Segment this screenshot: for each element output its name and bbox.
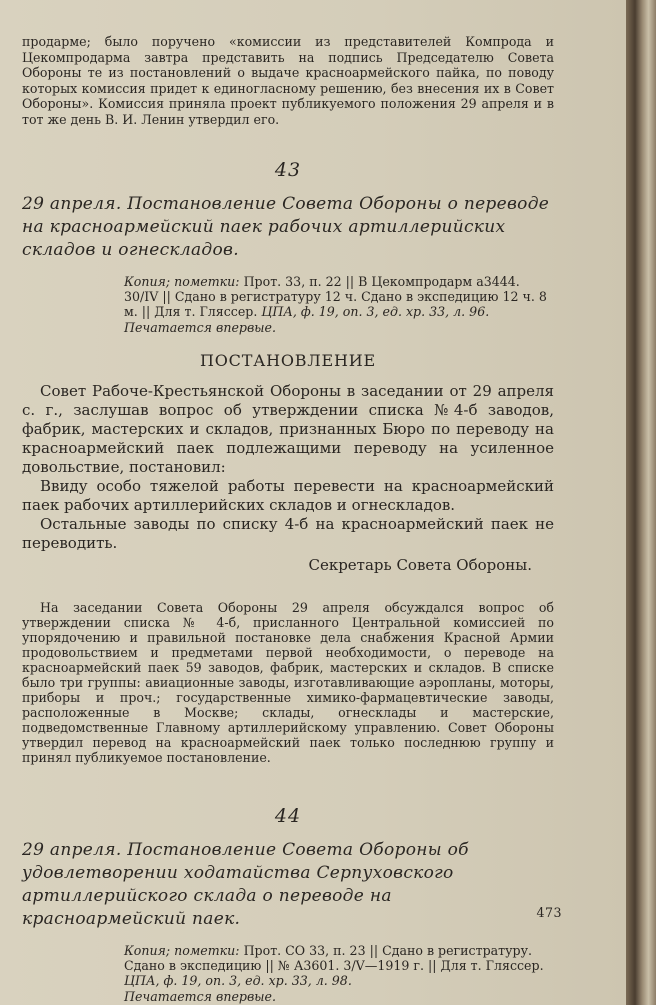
editorial-note-43 — [22, 600, 554, 765]
published-note-44: Печатается впервые. — [124, 989, 277, 1004]
document-heading-44: 29 апреля. Постановление Совета Обороны об удовлетворении ходатайства Серпуховского артиллерийского склада о переводе на красноармейский паек. — [22, 840, 469, 929]
resolution-body — [22, 382, 554, 553]
source-archive: ЦПА, ф. 19, оп. 3, ед. хр. 33, л. 98. — [124, 973, 352, 988]
note-paragraph: На заседании Совета Обороны 29 апреля обсуждался вопрос об утверждении списка № 4-б, присланного Центральной комиссией по упорядочению и правильной постановке дела снабжения Красной Армии продовольствием и предметами первой необходимости, о переводе на красноармейский паек 59 заводов, фабрик, мастерских и складов. В списке было три группы: авиационные заводы, изготавливающие аэропланы, моторы, приборы и проч.; государственные химико-фармацевтические заводы, расположенные в Москве; склады, огнесклады и мастерские, подведомственные Главному артиллерийскому управлению. Совет Обороны утвердил перевод на красноармейский паек только последнюю группу и принял публикуемое постановление. — [22, 600, 554, 765]
source-text: Прот. 33, п. 22 || В Цекомпродарм а3444. 30/IV || Сдано в регистратуру 12 ч. Сдано в экспедицию 12 ч. 8 м. || Для т. Гляссер. — [124, 274, 547, 319]
book-spine — [626, 0, 656, 1005]
resolution-paragraph: Совет Рабоче-Крестьянской Обороны в заседании от 29 апреля с. г., заслушав вопрос об утверждении списка №4-б заводов, фабрик, мастерских и складов, признанных Бюро по переводу на красноармейский паек подлежащими переводу на усиленное довольствие, постановил: — [22, 382, 554, 476]
document-number-43: 43 — [274, 159, 302, 181]
resolution-paragraph: Ввиду особо тяжелой работы перевести на красноармейский паек рабочих артиллерийских складов и огнескладов. — [22, 477, 554, 514]
source-text: Прот. СО 33, п. 23 || Сдано в регистратуру. Сдано в экспедицию || № А3601. 3/V—1919 г. || Для т. Гляссер. — [124, 943, 544, 973]
source-label: Копия; пометки: — [124, 274, 240, 289]
page-content — [22, 34, 554, 1004]
source-label: Копия; пометки: — [124, 943, 240, 958]
published-note-43: Печатается впервые. — [124, 320, 277, 335]
intro-paragraph: продарме; было поручено «комиссии из представителей Компрода и Цекомпродарма завтра представить на подпись Председателю Совета Обороны те из постановлений о выдаче красноармейского пайка, по поводу которых комиссия придет к единогласному решению, без внесения их в Совет Обороны». Комиссия приняла проект публикуемого положения 29 апреля и в тот же день В. И. Ленин утвердил его. — [22, 34, 554, 127]
document-number-44: 44 — [274, 805, 302, 827]
signature: Секретарь Совета Обороны. — [308, 556, 532, 574]
document-heading-43: 29 апреля. Постановление Совета Обороны о переводе на красноармейский паек рабочих артиллерийских складов и огнескладов. — [22, 194, 550, 260]
source-archive: ЦПА, ф. 19, оп. 3, ед. хр. 33, л. 96. — [261, 304, 490, 319]
source-note-44 — [124, 943, 554, 988]
page-number: 473 — [536, 905, 562, 920]
resolution-title: ПОСТАНОВЛЕНИЕ — [200, 351, 376, 370]
source-note-43 — [124, 274, 554, 319]
resolution-paragraph: Остальные заводы по списку 4-б на красноармейский паек не переводить. — [22, 515, 554, 552]
